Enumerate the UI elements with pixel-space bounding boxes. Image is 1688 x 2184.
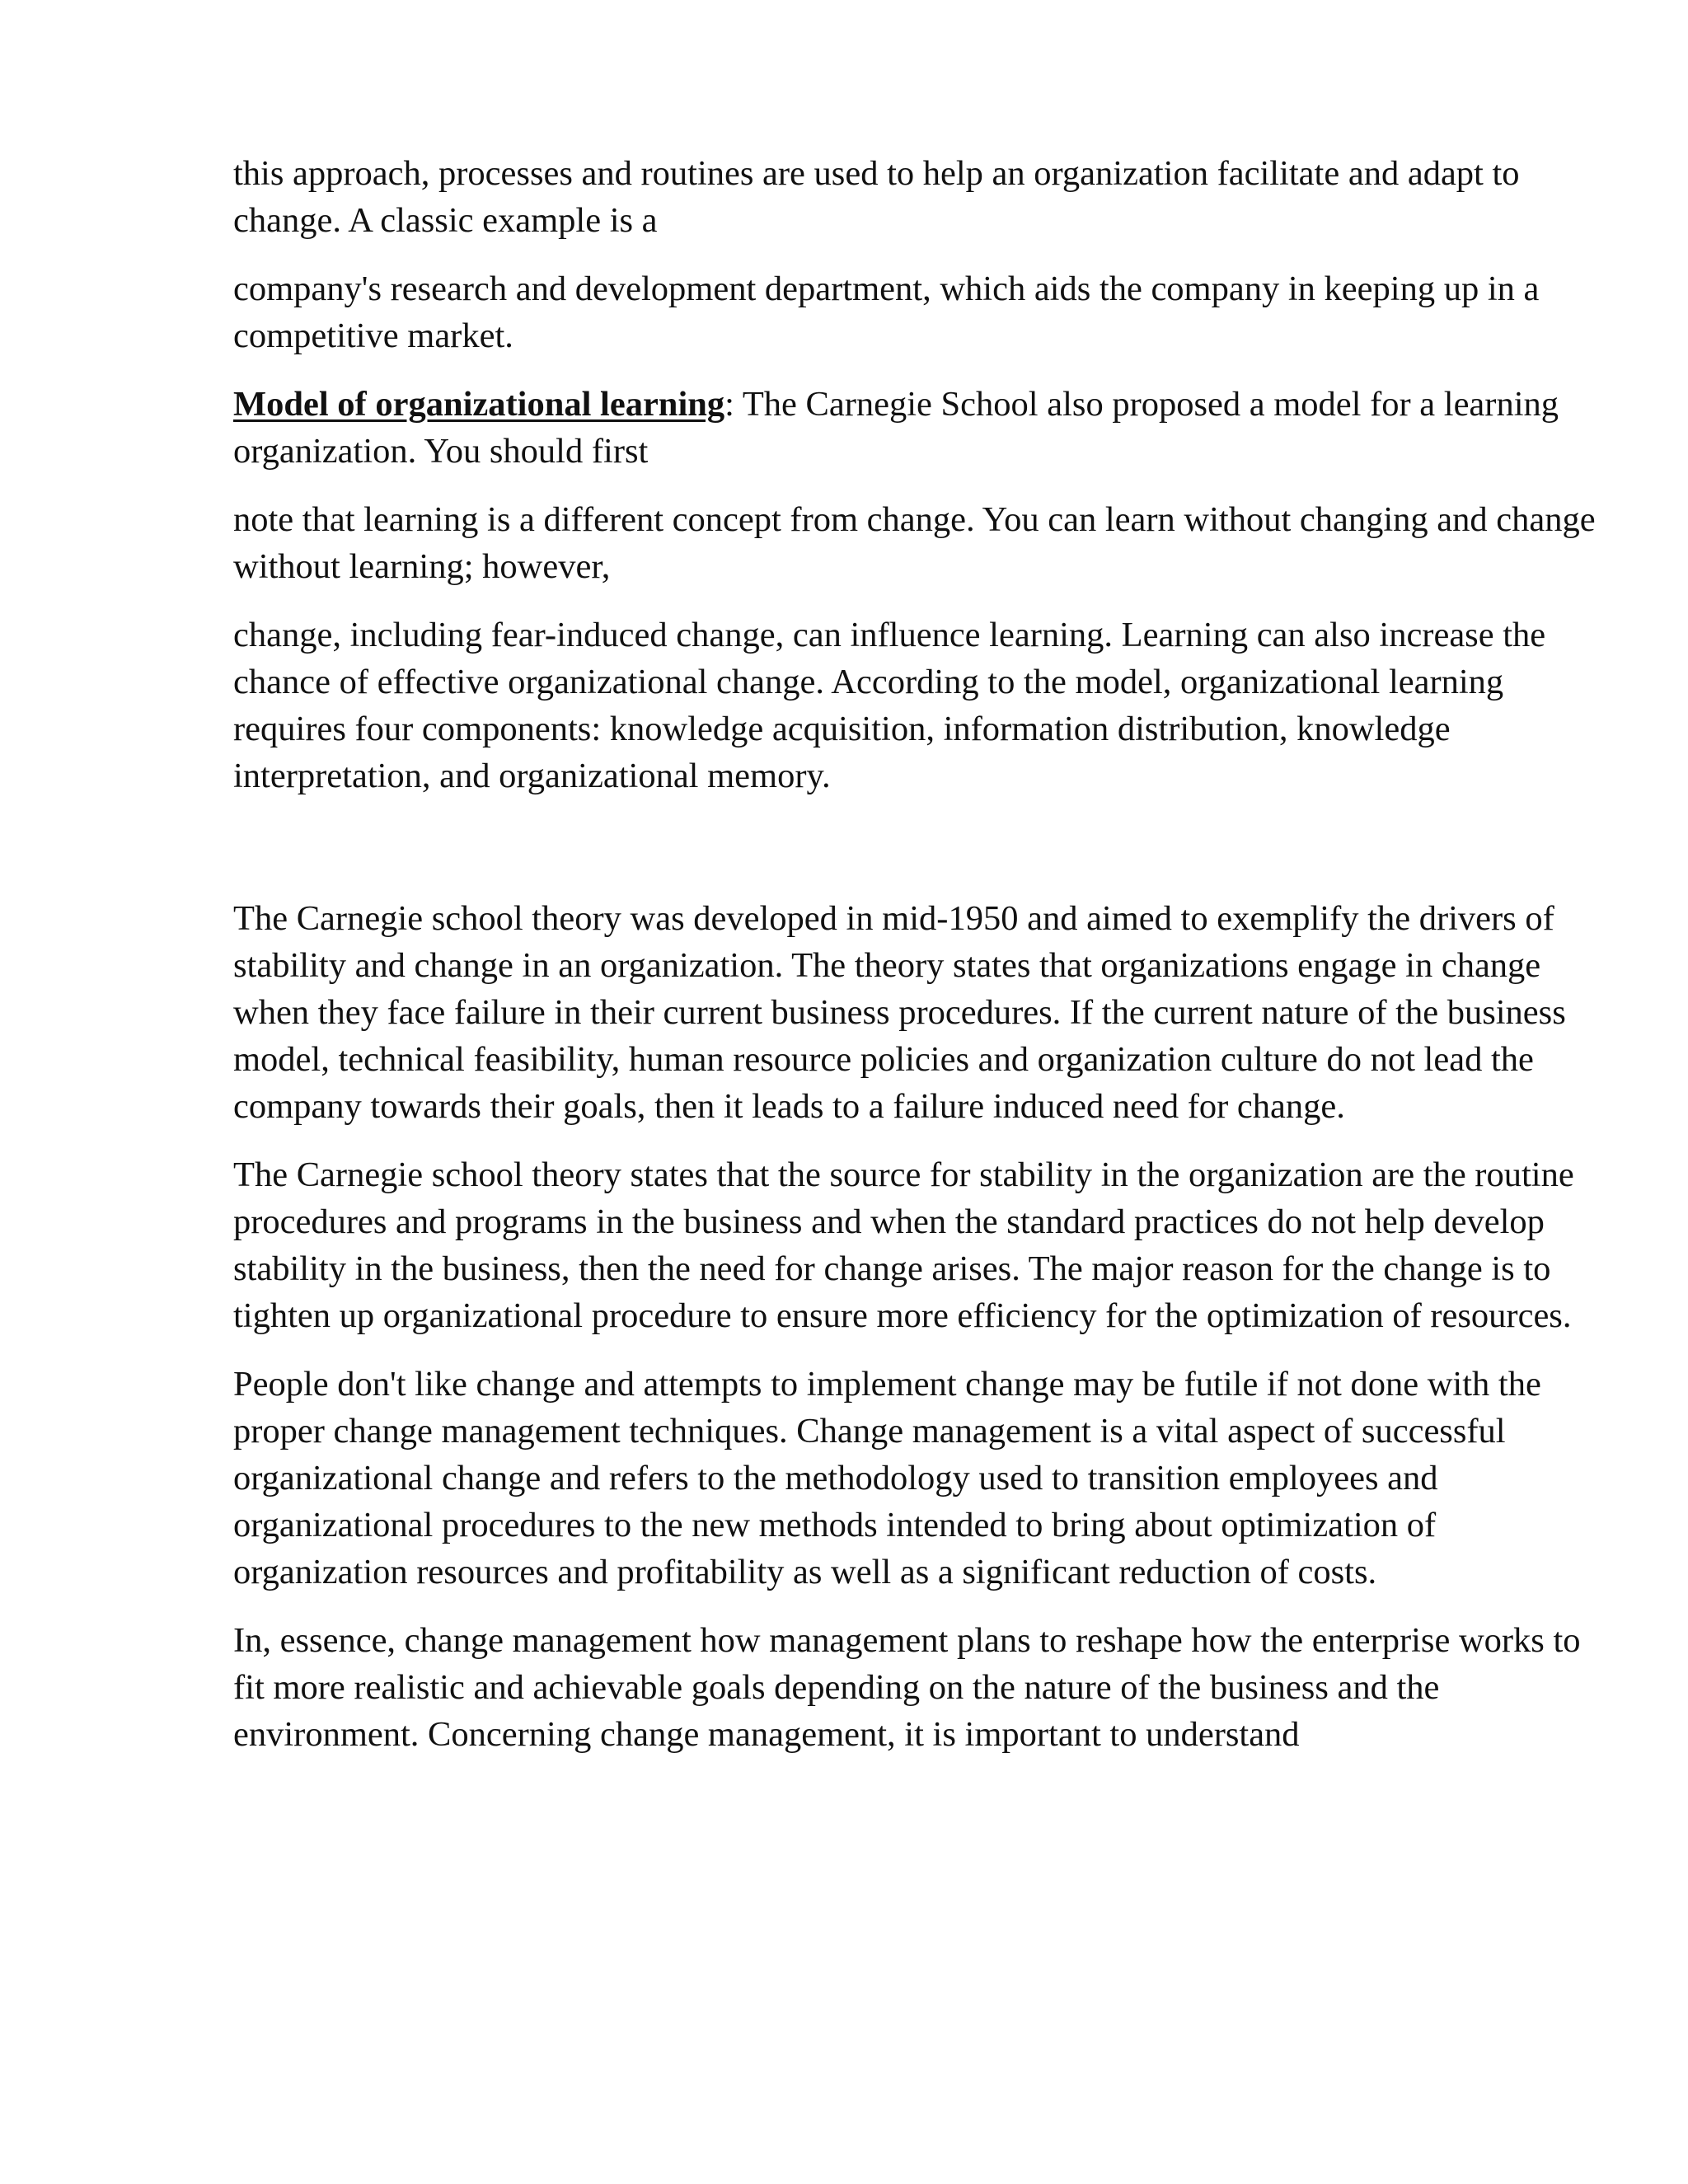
section-gap [233,821,1601,895]
paragraph-model-of-learning [233,381,1601,475]
paragraph-stability-source: The Carnegie school theory states that the source for stability in the organization are the routine procedures and programs in the business and when the standard practices do not help develop stability in the business, then the need for change arises. The major reason for the change is to tighten up organizational procedure to ensure more efficiency for the optimization of resources. [233,1155,1574,1335]
section-heading-model-of-organizational-learning: Model of organizational learning [233,385,725,424]
paragraph-learning-vs-change: note that learning is a different concept from change. You can learn without changing and change without learning; however, [233,500,1596,586]
paragraph-change-management: People don't like change and attempts to implement change may be futile if not done with the proper change management techniques. Change management is a vital aspect of successful organizational change and refers to the methodology used to transition employees and organizational procedures to the new methods intended to bring about optimization of organization resources and profitability as well as a significant reduction of costs. [233,1365,1541,1591]
document-page [233,150,1601,1779]
paragraph-essence: In, essence, change management how management plans to reshape how the enterprise works to fit more realistic and achievable goals depending on the nature of the business and the environment. Concerning change management, it is important to understand [233,1621,1581,1754]
paragraph-rnd-department: company's research and development department, which aids the company in keeping up in a competitive market. [233,269,1540,355]
model-section-text: : The Carnegie School also proposed a model for a learning organization. You should first [233,385,1559,471]
paragraph-four-components: change, including fear-induced change, can influence learning. Learning can also increase the chance of effective organizational change. According to the model, organizational learning requires four components: knowledge acquisition, information distribution, knowledge interpretation, and organizational memory. [233,616,1546,795]
paragraph-approach: this approach, processes and routines are used to help an organization facilitate and adapt to change. A classic example is a [233,154,1520,240]
paragraph-carnegie-theory: The Carnegie school theory was developed in mid-1950 and aimed to exemplify the drivers of stability and change in an organization. The theory states that organizations engage in change when they face failure in their current business procedures. If the current nature of the business model, technical feasibility, human resource policies and organization culture do not lead the company towards their goals, then it leads to a failure induced need for change. [233,899,1566,1126]
